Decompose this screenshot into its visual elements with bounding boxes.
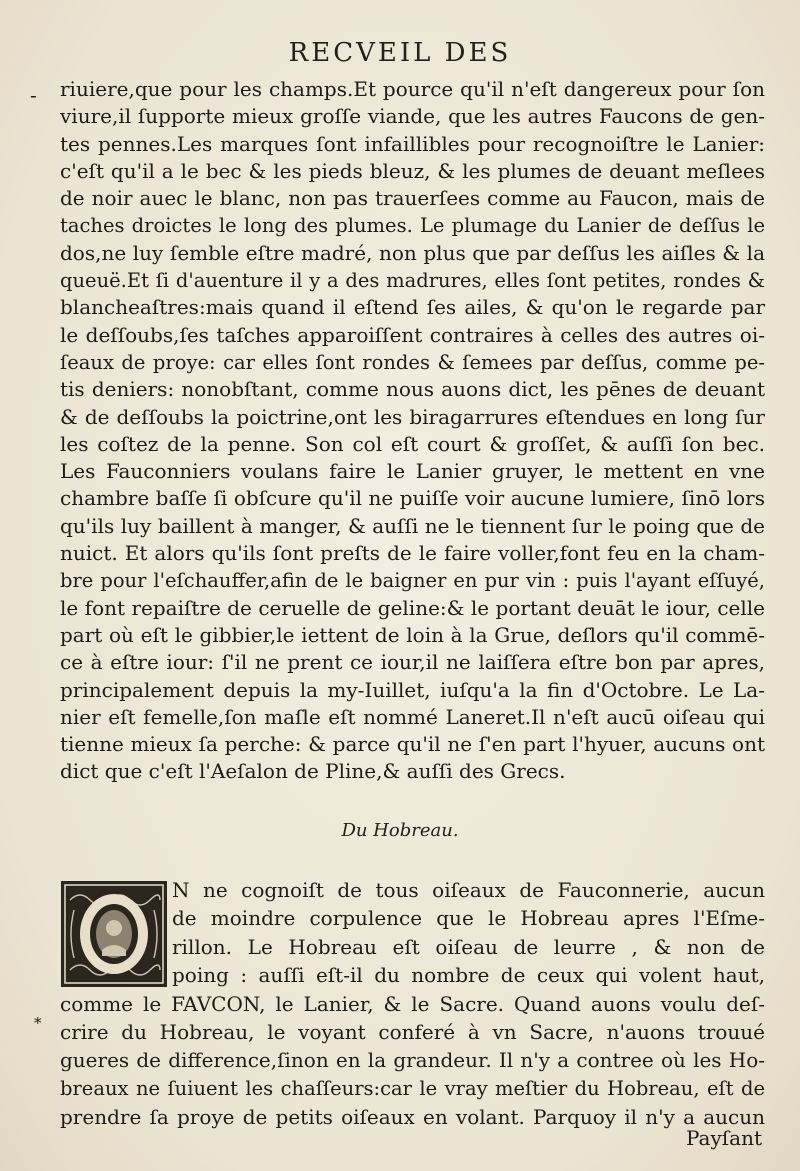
text-line: de noir auec le blanc, non pas trauerſees comme au Faucon, mais de <box>60 186 765 211</box>
text-line: crire du Hobreau, le voyant conferé à vn Sacre, n'auons trouué <box>60 1019 765 1044</box>
text-line: comme le FAVCON, le Lanier, & le Sacre. Quand auons voulu deſ- <box>60 991 765 1016</box>
text-line: viure,il ſupporte mieux groſſe viande, que les autres Faucons de gen- <box>60 104 765 129</box>
text-line: principalement depuis la my-Iuillet, iuſqu'a la fin d'Octobre. Le La- <box>60 677 765 702</box>
text-line: le deſſoubs,ſes taſches apparoiſſent contraires à celles des autres oi- <box>60 322 765 347</box>
margin-mark: * <box>34 1014 42 1032</box>
text-line: dict que c'eſt l'Aeſalon de Pline,& auſſi des Grecs. <box>60 759 566 784</box>
text-line: tis deniers: nonobſtant, comme nous auons dict, les pēnes de deuant <box>60 377 765 402</box>
text-line: rillon. Le Hobreau eſt oiſeau de leurre , & non de <box>172 934 765 959</box>
text-line: queuë.Et ſi d'auenture il y a des madrures, elles ſont petites, rondes & <box>60 269 765 293</box>
text-line: blancheaſtres:mais quand il eſtend ſes ailes, & qu'on le regarde par <box>60 295 765 320</box>
main-paragraph <box>60 76 765 786</box>
text-line: prendre ſa proye de petits oiſeaux en volant. Parquoy il n'y a aucun <box>60 1105 765 1130</box>
text-line: part où eſt le gibbier,le iettent de loin à la Grue, deſlors qu'il commē- <box>60 622 765 647</box>
text-line: bre pour l'eſchauffer,afin de le baigner en pur vin : puis l'ayant eſſuyé, <box>60 569 765 593</box>
margin-mark: - <box>30 83 37 107</box>
catchword: Payſant <box>685 1126 762 1150</box>
text-line: c'eſt qu'il a le bec & les pieds bleuz, & les plumes de deuant meſlees <box>60 158 765 183</box>
text-line: riuiere,que pour les champs.Et pource qu'il n'eſt dangereux pour ſon <box>60 77 765 101</box>
text-line: & de deſſoubs la poictrine,ont les biragarrures eſtendues en long ſur <box>60 404 765 429</box>
text-line: ce à eſtre iour: ſ'il ne prent ce iour,il ne laiſſera eſtre bon par apres, <box>60 650 765 675</box>
text-line: dos,ne luy ſemble eſtre madré, non plus que par deſſus les aiſles & la <box>60 240 765 265</box>
section-title: Du Hobreau. <box>341 820 459 841</box>
text-line: les coſtez de la penne. Son col eſt court & groſſet, & auſſi ſon bec. <box>60 431 765 456</box>
text-line: nuict. Et alors qu'ils ſont preſts de le faire voller,font feu en la cham- <box>60 541 765 566</box>
text-line: qu'ils luy baillent à manger, & auſſi ne le tiennent ſur le poing que de <box>60 513 765 538</box>
text-line: Les Fauconniers voulans faire le Lanier gruyer, le mettent en vne <box>60 459 765 484</box>
text-line: tienne mieux ſa perche: & parce qu'il ne ſ'en part l'hyuer, aucuns ont <box>60 732 765 757</box>
text-line: breaux ne ſuiuent les chaſſeurs:car le vray meſtier du Hobreau, eſt de <box>60 1076 765 1100</box>
running-head: RECVEIL DES <box>288 38 512 68</box>
text-line: tes pennes.Les marques ſont infaillibles pour recognoiſtre le Lanier: <box>60 131 765 156</box>
text-line: chambre baſſe ſi obſcure qu'il ne puiſſe voir aucune lumiere, ſinō lors <box>60 486 765 511</box>
text-line: le font repaiſtre de ceruelle de geline:& le portant deuāt le iour, celle <box>60 595 765 620</box>
text-line: poing : auſſi eſt-il du nombre de ceux qui volent haut, <box>172 963 765 988</box>
text-line: ſeaux de proye: car elles ſont rondes & ſemees par deſſus, comme pe- <box>60 350 765 374</box>
text-line: de moindre corpulence que le Hobreau apres l'Eſme- <box>172 906 765 931</box>
text-line: nier eſt femelle,ſon maſle eſt nommé Laneret.Il n'eſt aucū oiſeau qui <box>60 704 765 729</box>
text-line: gueres de difference,ſinon en la grandeur. Il n'y a contree où les Ho- <box>60 1048 765 1073</box>
text-line: taches droictes le long des plumes. Le plumage du Lanier de deſſus le <box>60 214 765 238</box>
text-line: N ne cognoiſt de tous oiſeaux de Fauconnerie, aucun <box>172 878 765 902</box>
section-paragraph <box>60 876 765 1132</box>
